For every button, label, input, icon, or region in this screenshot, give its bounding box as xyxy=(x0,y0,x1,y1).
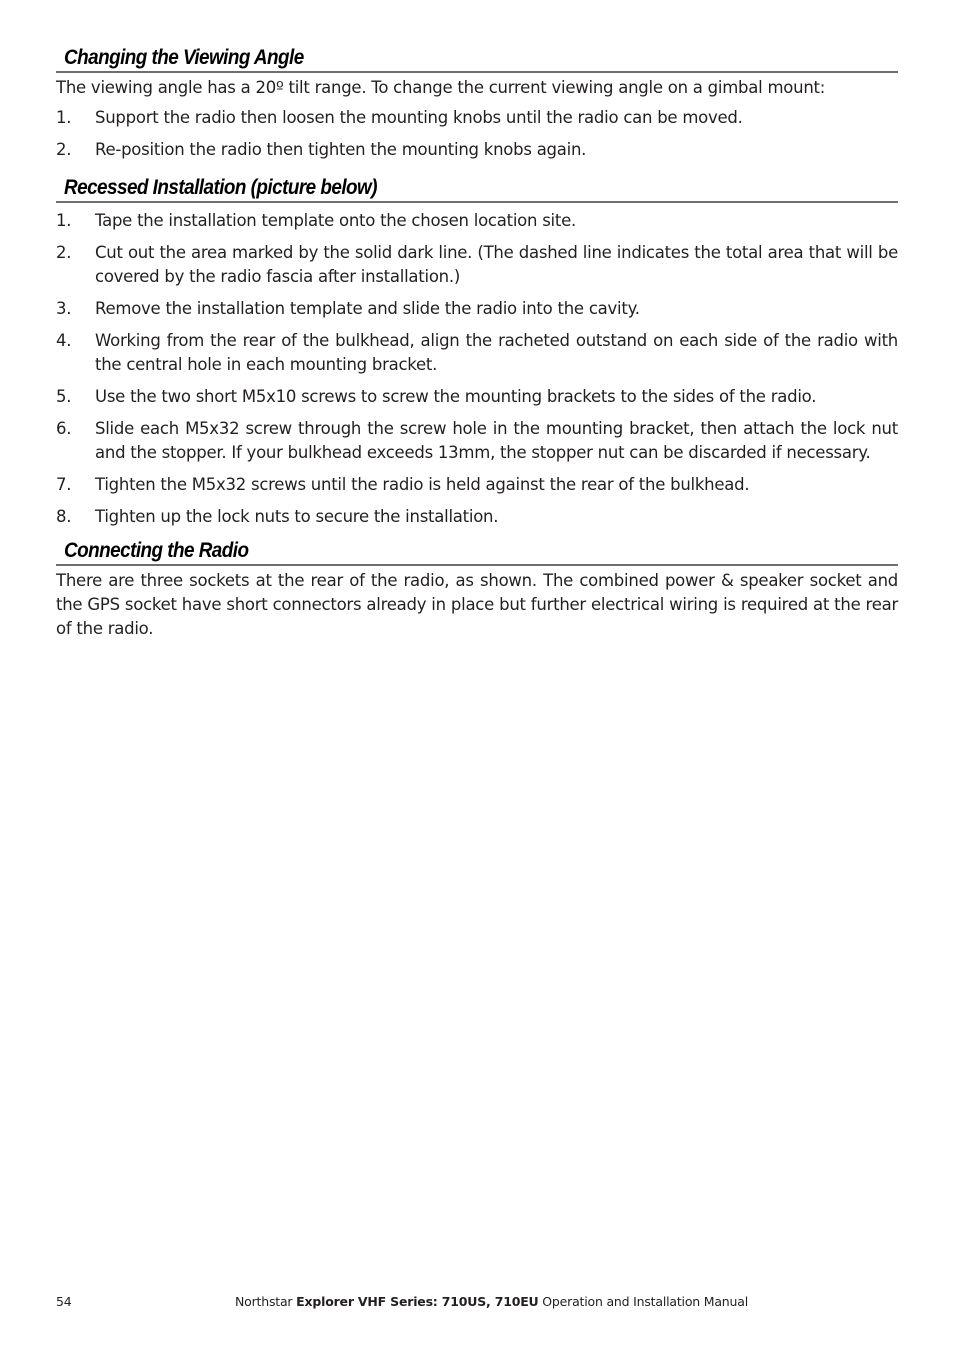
item-number: 7. xyxy=(56,475,72,494)
item-number: 8. xyxy=(56,507,72,526)
item-number: 4. xyxy=(56,331,72,350)
list-item xyxy=(56,473,898,497)
list-item xyxy=(56,209,898,233)
footer-suffix: Operation and Installation Manual xyxy=(542,1294,748,1309)
item-number: 3. xyxy=(56,299,72,318)
heading-rule xyxy=(56,564,898,566)
steps-list xyxy=(56,209,898,529)
section-body: There are three sockets at the rear of the radio, as shown. The combined power & speaker socket and the GPS socket have short connectors already in place but further electrical wiring is required at the rear of the radio. xyxy=(56,571,898,638)
footer-product: Explorer VHF Series: 710US, 710EU xyxy=(296,1294,539,1309)
list-item xyxy=(56,138,898,162)
list-item xyxy=(56,297,898,321)
item-number: 2. xyxy=(56,243,72,262)
list-item xyxy=(56,417,898,465)
item-number: 2. xyxy=(56,140,72,159)
item-number: 5. xyxy=(56,387,72,406)
item-text: Tighten the M5x32 screws until the radio is held against the rear of the bulkhead. xyxy=(95,475,750,494)
list-item xyxy=(56,106,898,130)
section-intro: The viewing angle has a 20º tilt range. To change the current viewing angle on a gimbal mount: xyxy=(56,78,826,97)
item-text: Working from the rear of the bulkhead, align the racheted outstand on each side of the radio with the central hole in each mounting bracket. xyxy=(95,331,898,374)
page-number: 54 xyxy=(56,1294,72,1309)
heading-rule xyxy=(56,71,898,73)
section-recessed-installation xyxy=(56,175,898,529)
section-connecting-radio xyxy=(56,538,898,641)
item-number: 6. xyxy=(56,419,72,438)
list-item xyxy=(56,505,898,529)
steps-list xyxy=(56,106,898,162)
item-text: Re-position the radio then tighten the mounting knobs again. xyxy=(95,140,587,159)
item-text: Cut out the area marked by the solid dark line. (The dashed line indicates the total area that will be covered by the radio fascia after installation.) xyxy=(95,243,898,286)
item-number: 1. xyxy=(56,211,72,230)
list-item xyxy=(56,241,898,289)
section-heading: Connecting the Radio xyxy=(64,539,249,562)
list-item xyxy=(56,385,898,409)
item-text: Use the two short M5x10 screws to screw the mounting brackets to the sides of the radio. xyxy=(95,387,817,406)
section-heading: Recessed Installation (picture below) xyxy=(64,176,377,199)
section-viewing-angle xyxy=(56,45,898,162)
item-text: Remove the installation template and slide the radio into the cavity. xyxy=(95,299,640,318)
list-item xyxy=(56,329,898,377)
item-text: Slide each M5x32 screw through the screw hole in the mounting bracket, then attach the lock nut and the stopper. If your bulkhead exceeds 13mm, the stopper nut can be discarded if necessary. xyxy=(95,419,898,462)
footer-title xyxy=(235,1293,748,1311)
item-number: 1. xyxy=(56,108,72,127)
item-text: Support the radio then loosen the mounting knobs until the radio can be moved. xyxy=(95,108,743,127)
footer-brand: Northstar xyxy=(235,1294,293,1309)
section-heading: Changing the Viewing Angle xyxy=(64,46,304,69)
heading-rule xyxy=(56,201,898,203)
item-text: Tape the installation template onto the chosen location site. xyxy=(95,211,576,230)
item-text: Tighten up the lock nuts to secure the installation. xyxy=(95,507,499,526)
